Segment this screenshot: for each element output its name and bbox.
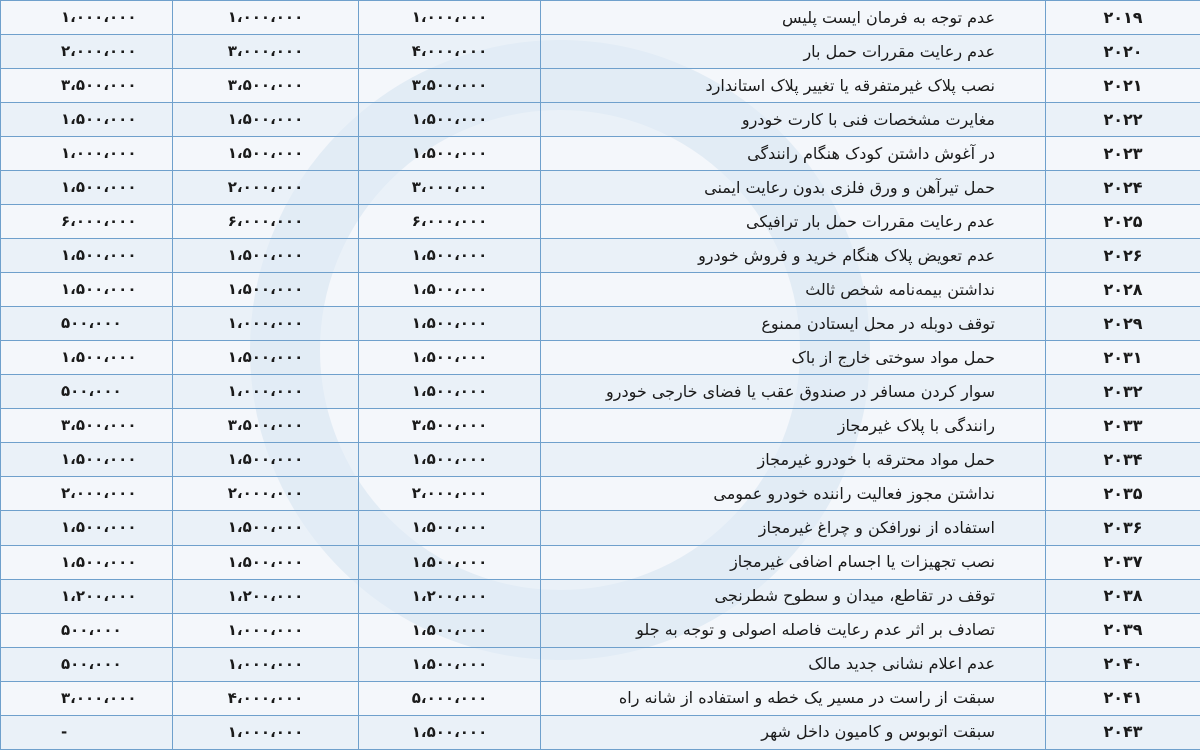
fine-amount-cell: ۱،۵۰۰،۰۰۰ bbox=[359, 647, 541, 681]
fine-amount-cell: ۳،۵۰۰،۰۰۰ bbox=[1, 409, 173, 443]
violation-code-cell: ۲۰۱۹ bbox=[1046, 1, 1200, 35]
violation-code-cell: ۲۰۳۹ bbox=[1046, 613, 1200, 647]
fine-amount-cell: ۵،۰۰۰،۰۰۰ bbox=[359, 681, 541, 715]
violation-description-cell: عدم رعایت مقررات حمل بار bbox=[541, 35, 1046, 69]
violation-code-cell: ۲۰۲۶ bbox=[1046, 239, 1200, 273]
table-row bbox=[1, 341, 1200, 375]
table-row bbox=[1, 409, 1200, 443]
violation-description-cell: عدم رعایت مقررات حمل بار ترافیکی bbox=[541, 205, 1046, 239]
table-row bbox=[1, 681, 1200, 715]
fine-amount-cell: ۱،۰۰۰،۰۰۰ bbox=[173, 715, 359, 749]
violation-description-cell: عدم توجه به فرمان ایست پلیس bbox=[541, 1, 1046, 35]
table-row bbox=[1, 171, 1200, 205]
table-row bbox=[1, 511, 1200, 545]
fine-amount-cell: ۱،۰۰۰،۰۰۰ bbox=[173, 1, 359, 35]
fine-amount-cell: ۱،۵۰۰،۰۰۰ bbox=[1, 103, 173, 137]
fine-amount-cell: ۱،۲۰۰،۰۰۰ bbox=[173, 579, 359, 613]
violation-code-cell: ۲۰۲۰ bbox=[1046, 35, 1200, 69]
fine-amount-cell: ۱،۵۰۰،۰۰۰ bbox=[173, 273, 359, 307]
table-row bbox=[1, 239, 1200, 273]
table-row bbox=[1, 545, 1200, 579]
fine-amount-cell: - bbox=[1, 715, 173, 749]
table-row bbox=[1, 1, 1200, 35]
violation-code-cell: ۲۰۳۲ bbox=[1046, 375, 1200, 409]
fine-amount-cell: ۱،۰۰۰،۰۰۰ bbox=[1, 137, 173, 171]
table-row bbox=[1, 477, 1200, 511]
violation-description-cell: عدم اعلام نشانی جدید مالک bbox=[541, 647, 1046, 681]
fine-amount-cell: ۱،۵۰۰،۰۰۰ bbox=[359, 341, 541, 375]
violation-code-cell: ۲۰۳۶ bbox=[1046, 511, 1200, 545]
violation-description-cell: استفاده از نورافکن و چراغ غیرمجاز bbox=[541, 511, 1046, 545]
fine-amount-cell: ۱،۵۰۰،۰۰۰ bbox=[1, 341, 173, 375]
fine-amount-cell: ۱،۵۰۰،۰۰۰ bbox=[359, 613, 541, 647]
fine-amount-cell: ۱،۰۰۰،۰۰۰ bbox=[173, 307, 359, 341]
fine-amount-cell: ۲،۰۰۰،۰۰۰ bbox=[359, 477, 541, 511]
fine-amount-cell: ۲،۰۰۰،۰۰۰ bbox=[173, 171, 359, 205]
violation-description-cell: نداشتن بیمه‌نامه شخص ثالث bbox=[541, 273, 1046, 307]
violation-description-cell: تصادف بر اثر عدم رعایت فاصله اصولی و توجه به جلو bbox=[541, 613, 1046, 647]
fine-amount-cell: ۱،۵۰۰،۰۰۰ bbox=[1, 239, 173, 273]
violation-description-cell: سبقت اتوبوس و کامیون داخل شهر bbox=[541, 715, 1046, 749]
violation-description-cell: توقف دوبله در محل ایستادن ممنوع bbox=[541, 307, 1046, 341]
violation-description-cell: نصب تجهیزات یا اجسام اضافی غیرمجاز bbox=[541, 545, 1046, 579]
fine-amount-cell: ۱،۵۰۰،۰۰۰ bbox=[359, 715, 541, 749]
table-row bbox=[1, 103, 1200, 137]
violation-description-cell: حمل مواد محترقه با خودرو غیرمجاز bbox=[541, 443, 1046, 477]
fine-amount-cell: ۲،۰۰۰،۰۰۰ bbox=[173, 477, 359, 511]
fine-amount-cell: ۵۰۰،۰۰۰ bbox=[1, 613, 173, 647]
fine-amount-cell: ۱،۵۰۰،۰۰۰ bbox=[173, 545, 359, 579]
fine-amount-cell: ۱،۰۰۰،۰۰۰ bbox=[1, 1, 173, 35]
table-row bbox=[1, 647, 1200, 681]
fine-amount-cell: ۳،۵۰۰،۰۰۰ bbox=[359, 69, 541, 103]
violation-code-cell: ۲۰۳۵ bbox=[1046, 477, 1200, 511]
fine-amount-cell: ۱،۰۰۰،۰۰۰ bbox=[173, 613, 359, 647]
fine-amount-cell: ۳،۰۰۰،۰۰۰ bbox=[1, 681, 173, 715]
violation-description-cell: در آغوش داشتن کودک هنگام رانندگی bbox=[541, 137, 1046, 171]
table-row bbox=[1, 613, 1200, 647]
fine-amount-cell: ۱،۵۰۰،۰۰۰ bbox=[173, 511, 359, 545]
fine-amount-cell: ۱،۵۰۰،۰۰۰ bbox=[359, 443, 541, 477]
violation-code-cell: ۲۰۲۴ bbox=[1046, 171, 1200, 205]
fine-amount-cell: ۶،۰۰۰،۰۰۰ bbox=[1, 205, 173, 239]
violation-description-cell: نصب پلاک غیرمتفرقه یا تغییر پلاک استاندارد bbox=[541, 69, 1046, 103]
fine-amount-cell: ۵۰۰،۰۰۰ bbox=[1, 375, 173, 409]
table-row bbox=[1, 69, 1200, 103]
violation-description-cell: توقف در تقاطع، میدان و سطوح شطرنجی bbox=[541, 579, 1046, 613]
fine-amount-cell: ۱،۵۰۰،۰۰۰ bbox=[173, 103, 359, 137]
violation-code-cell: ۲۰۳۸ bbox=[1046, 579, 1200, 613]
table-row bbox=[1, 715, 1200, 749]
fine-amount-cell: ۱،۰۰۰،۰۰۰ bbox=[173, 375, 359, 409]
violation-code-cell: ۲۰۳۷ bbox=[1046, 545, 1200, 579]
table-row bbox=[1, 375, 1200, 409]
fine-amount-cell: ۱،۵۰۰،۰۰۰ bbox=[359, 307, 541, 341]
table-row bbox=[1, 205, 1200, 239]
violation-code-cell: ۲۰۲۵ bbox=[1046, 205, 1200, 239]
fine-amount-cell: ۱،۲۰۰،۰۰۰ bbox=[359, 579, 541, 613]
fine-amount-cell: ۱،۵۰۰،۰۰۰ bbox=[1, 511, 173, 545]
fine-amount-cell: ۳،۰۰۰،۰۰۰ bbox=[173, 35, 359, 69]
fine-amount-cell: ۱،۵۰۰،۰۰۰ bbox=[359, 545, 541, 579]
fine-amount-cell: ۱،۵۰۰،۰۰۰ bbox=[359, 511, 541, 545]
fine-amount-cell: ۳،۵۰۰،۰۰۰ bbox=[359, 409, 541, 443]
table-row bbox=[1, 137, 1200, 171]
violation-description-cell: حمل مواد سوختی خارج از باک bbox=[541, 341, 1046, 375]
fine-amount-cell: ۱،۰۰۰،۰۰۰ bbox=[173, 647, 359, 681]
fine-amount-cell: ۱،۵۰۰،۰۰۰ bbox=[1, 171, 173, 205]
table-row bbox=[1, 443, 1200, 477]
fine-amount-cell: ۵۰۰،۰۰۰ bbox=[1, 307, 173, 341]
fine-amount-cell: ۱،۵۰۰،۰۰۰ bbox=[173, 137, 359, 171]
fine-amount-cell: ۳،۵۰۰،۰۰۰ bbox=[1, 69, 173, 103]
violation-description-cell: رانندگی با پلاک غیرمجاز bbox=[541, 409, 1046, 443]
fine-amount-cell: ۲،۰۰۰،۰۰۰ bbox=[1, 35, 173, 69]
violation-code-cell: ۲۰۲۲ bbox=[1046, 103, 1200, 137]
fine-amount-cell: ۱،۰۰۰،۰۰۰ bbox=[359, 1, 541, 35]
table-row bbox=[1, 307, 1200, 341]
fine-amount-cell: ۱،۵۰۰،۰۰۰ bbox=[359, 375, 541, 409]
violation-description-cell: سبقت از راست در مسیر یک خطه و استفاده از شانه راه bbox=[541, 681, 1046, 715]
fine-amount-cell: ۶،۰۰۰،۰۰۰ bbox=[173, 205, 359, 239]
fine-amount-cell: ۱،۵۰۰،۰۰۰ bbox=[359, 273, 541, 307]
fine-amount-cell: ۱،۵۰۰،۰۰۰ bbox=[173, 341, 359, 375]
fine-amount-cell: ۶،۰۰۰،۰۰۰ bbox=[359, 205, 541, 239]
fine-amount-cell: ۴،۰۰۰،۰۰۰ bbox=[173, 681, 359, 715]
fine-amount-cell: ۳،۵۰۰،۰۰۰ bbox=[173, 69, 359, 103]
violation-description-cell: سوار کردن مسافر در صندوق عقب یا فضای خارجی خودرو bbox=[541, 375, 1046, 409]
fine-amount-cell: ۱،۵۰۰،۰۰۰ bbox=[359, 103, 541, 137]
fine-amount-cell: ۴،۰۰۰،۰۰۰ bbox=[359, 35, 541, 69]
violation-code-cell: ۲۰۲۹ bbox=[1046, 307, 1200, 341]
violation-code-cell: ۲۰۴۰ bbox=[1046, 647, 1200, 681]
violation-code-cell: ۲۰۳۱ bbox=[1046, 341, 1200, 375]
violation-code-cell: ۲۰۲۸ bbox=[1046, 273, 1200, 307]
violation-code-cell: ۲۰۲۳ bbox=[1046, 137, 1200, 171]
fine-amount-cell: ۱،۵۰۰،۰۰۰ bbox=[359, 137, 541, 171]
fine-amount-cell: ۵۰۰،۰۰۰ bbox=[1, 647, 173, 681]
table-row bbox=[1, 273, 1200, 307]
table-row bbox=[1, 35, 1200, 69]
violation-code-cell: ۲۰۲۱ bbox=[1046, 69, 1200, 103]
violation-description-cell: حمل تیرآهن و ورق فلزی بدون رعایت ایمنی bbox=[541, 171, 1046, 205]
fine-amount-cell: ۲،۰۰۰،۰۰۰ bbox=[1, 477, 173, 511]
fine-amount-cell: ۱،۵۰۰،۰۰۰ bbox=[173, 239, 359, 273]
fine-amount-cell: ۱،۵۰۰،۰۰۰ bbox=[173, 443, 359, 477]
fine-amount-cell: ۳،۰۰۰،۰۰۰ bbox=[359, 171, 541, 205]
violation-code-cell: ۲۰۴۱ bbox=[1046, 681, 1200, 715]
fine-amount-cell: ۱،۵۰۰،۰۰۰ bbox=[1, 443, 173, 477]
violation-description-cell: عدم تعویض پلاک هنگام خرید و فروش خودرو bbox=[541, 239, 1046, 273]
fine-amount-cell: ۱،۵۰۰،۰۰۰ bbox=[1, 273, 173, 307]
table-row bbox=[1, 579, 1200, 613]
fine-amount-cell: ۳،۵۰۰،۰۰۰ bbox=[173, 409, 359, 443]
violation-code-cell: ۲۰۴۳ bbox=[1046, 715, 1200, 749]
violation-code-cell: ۲۰۳۳ bbox=[1046, 409, 1200, 443]
fine-amount-cell: ۱،۵۰۰،۰۰۰ bbox=[1, 545, 173, 579]
violation-description-cell: مغایرت مشخصات فنی با کارت خودرو bbox=[541, 103, 1046, 137]
violation-description-cell: نداشتن مجوز فعالیت راننده خودرو عمومی bbox=[541, 477, 1046, 511]
violation-code-cell: ۲۰۳۴ bbox=[1046, 443, 1200, 477]
fine-amount-cell: ۱،۲۰۰،۰۰۰ bbox=[1, 579, 173, 613]
fine-amount-cell: ۱،۵۰۰،۰۰۰ bbox=[359, 239, 541, 273]
